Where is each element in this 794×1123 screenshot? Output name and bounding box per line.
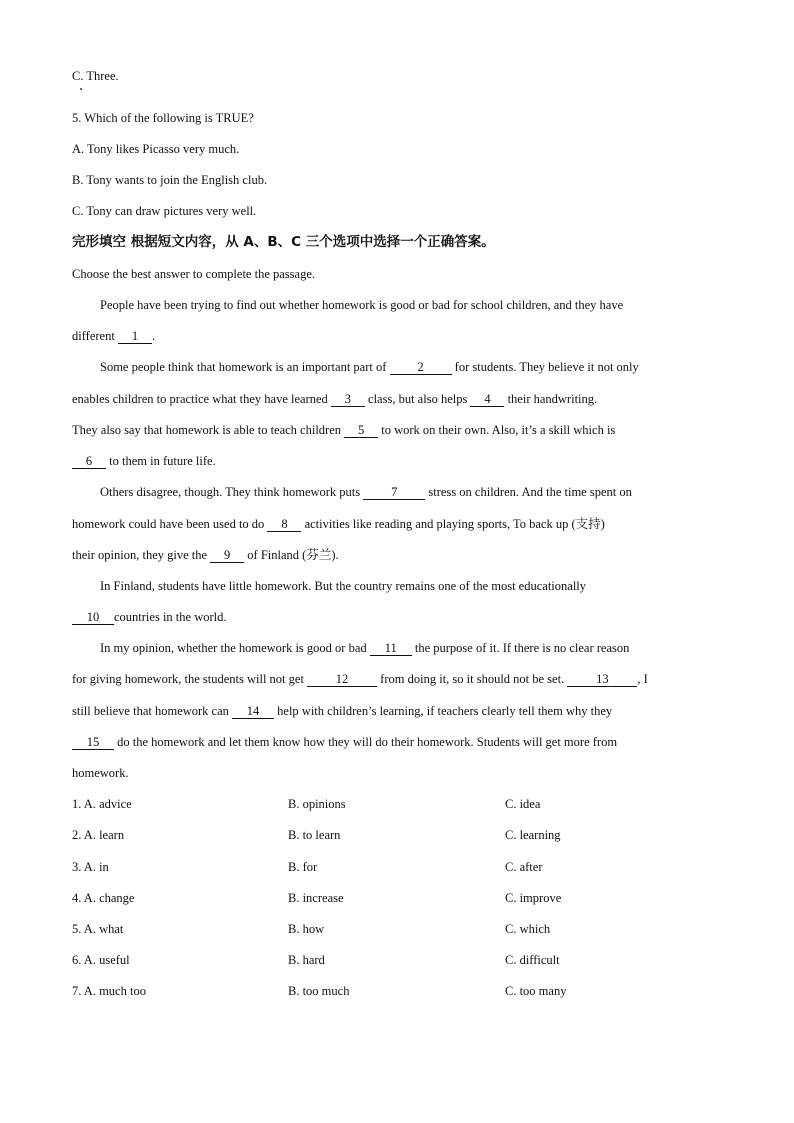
option-4-b: B. increase bbox=[288, 891, 344, 905]
blank-2: 2 bbox=[390, 360, 452, 375]
passage-line: homework could have been used to do 8 activities like reading and playing sports, To back up (支持) bbox=[72, 517, 605, 531]
option-7-c: C. too many bbox=[505, 984, 567, 998]
option-7-b: B. too much bbox=[288, 984, 350, 998]
option-4-a: 4. A. change bbox=[72, 891, 135, 905]
option-1-a: 1. A. advice bbox=[72, 797, 132, 811]
passage-line: In my opinion, whether the homework is good or bad 11 the purpose of it. If there is no clear reason bbox=[100, 641, 630, 655]
blank-12: 12 bbox=[307, 672, 377, 687]
option-5-b: B. how bbox=[288, 922, 325, 936]
passage-line: Others disagree, though. They think homework puts 7 stress on children. And the time spent on bbox=[100, 485, 632, 499]
option-3-c: C. after bbox=[505, 860, 543, 874]
blank-4: 4 bbox=[470, 392, 504, 407]
blank-5: 5 bbox=[344, 423, 378, 438]
option-3-a: 3. A. in bbox=[72, 860, 109, 874]
question-5-option-c: C. Tony can draw pictures very well. bbox=[72, 204, 257, 218]
blank-6: 6 bbox=[72, 454, 106, 469]
blank-7: 7 bbox=[363, 485, 425, 500]
option-2-b: B. to learn bbox=[288, 828, 341, 842]
passage-line: homework. bbox=[72, 766, 129, 780]
section-heading: 完形填空 根据短文内容，从 A、B、C 三个选项中选择一个正确答案。 bbox=[72, 234, 495, 250]
passage-line: 6 to them in future life. bbox=[72, 453, 216, 469]
option-2-c: C. learning bbox=[505, 828, 561, 842]
option-6-b: B. hard bbox=[288, 953, 325, 967]
passage-line: different 1 . bbox=[72, 329, 156, 343]
option-6-c: C. difficult bbox=[505, 953, 560, 967]
question-5-option-b: B. Tony wants to join the English club. bbox=[72, 173, 268, 187]
passage-line: People have been trying to find out whether homework is good or bad for school children, and they have bbox=[100, 298, 624, 312]
passage-line: enables children to practice what they have learned 3 class, but also helps 4 their handwriting. bbox=[72, 392, 598, 406]
option-6-a: 6. A. useful bbox=[72, 953, 130, 967]
question-5: 5. Which of the following is TRUE? bbox=[72, 111, 254, 125]
passage-line: 10 countries in the world. bbox=[72, 609, 226, 625]
blank-13: 13 bbox=[567, 672, 637, 687]
option-5-c: C. which bbox=[505, 922, 551, 936]
option-4-c: C. improve bbox=[505, 891, 562, 905]
section-instruction: Choose the best answer to complete the passage. bbox=[72, 267, 315, 281]
blank-15: 15 bbox=[72, 735, 114, 750]
passage-line: Some people think that homework is an important part of 2 for students. They believe it not only bbox=[100, 360, 639, 374]
passage-line: for giving homework, the students will not get 12 from doing it, so it should not be set. 13 , I bbox=[72, 672, 648, 686]
passage-line: still believe that homework can 14 help with children’s learning, if teachers clearly tell them why they bbox=[72, 704, 613, 718]
option-1-b: B. opinions bbox=[288, 797, 346, 811]
passage-line: 15 do the homework and let them know how they will do their homework. Students will get more from bbox=[72, 734, 617, 750]
passage-line: their opinion, they give the 9 of Finland (芬兰). bbox=[72, 548, 339, 562]
blank-3: 3 bbox=[331, 392, 365, 407]
option-1-c: C. idea bbox=[505, 797, 541, 811]
blank-1: 1 bbox=[118, 329, 152, 344]
option-3-b: B. for bbox=[288, 860, 318, 874]
stray-dot bbox=[80, 88, 82, 90]
blank-9: 9 bbox=[210, 548, 244, 563]
option-2-a: 2. A. learn bbox=[72, 828, 125, 842]
option-5-a: 5. A. what bbox=[72, 922, 124, 936]
passage-line: In Finland, students have little homework. But the country remains one of the most educationally bbox=[100, 579, 587, 593]
blank-8: 8 bbox=[267, 517, 301, 532]
question-5-option-a: A. Tony likes Picasso very much. bbox=[72, 142, 240, 156]
option-7-a: 7. A. much too bbox=[72, 984, 146, 998]
blank-14: 14 bbox=[232, 704, 274, 719]
passage-line: They also say that homework is able to teach children 5 to work on their own. Also, it’s a skill which is bbox=[72, 423, 616, 437]
previous-option-c: C. Three. bbox=[72, 69, 119, 83]
blank-10: 10 bbox=[72, 610, 114, 625]
blank-11: 11 bbox=[370, 641, 412, 656]
